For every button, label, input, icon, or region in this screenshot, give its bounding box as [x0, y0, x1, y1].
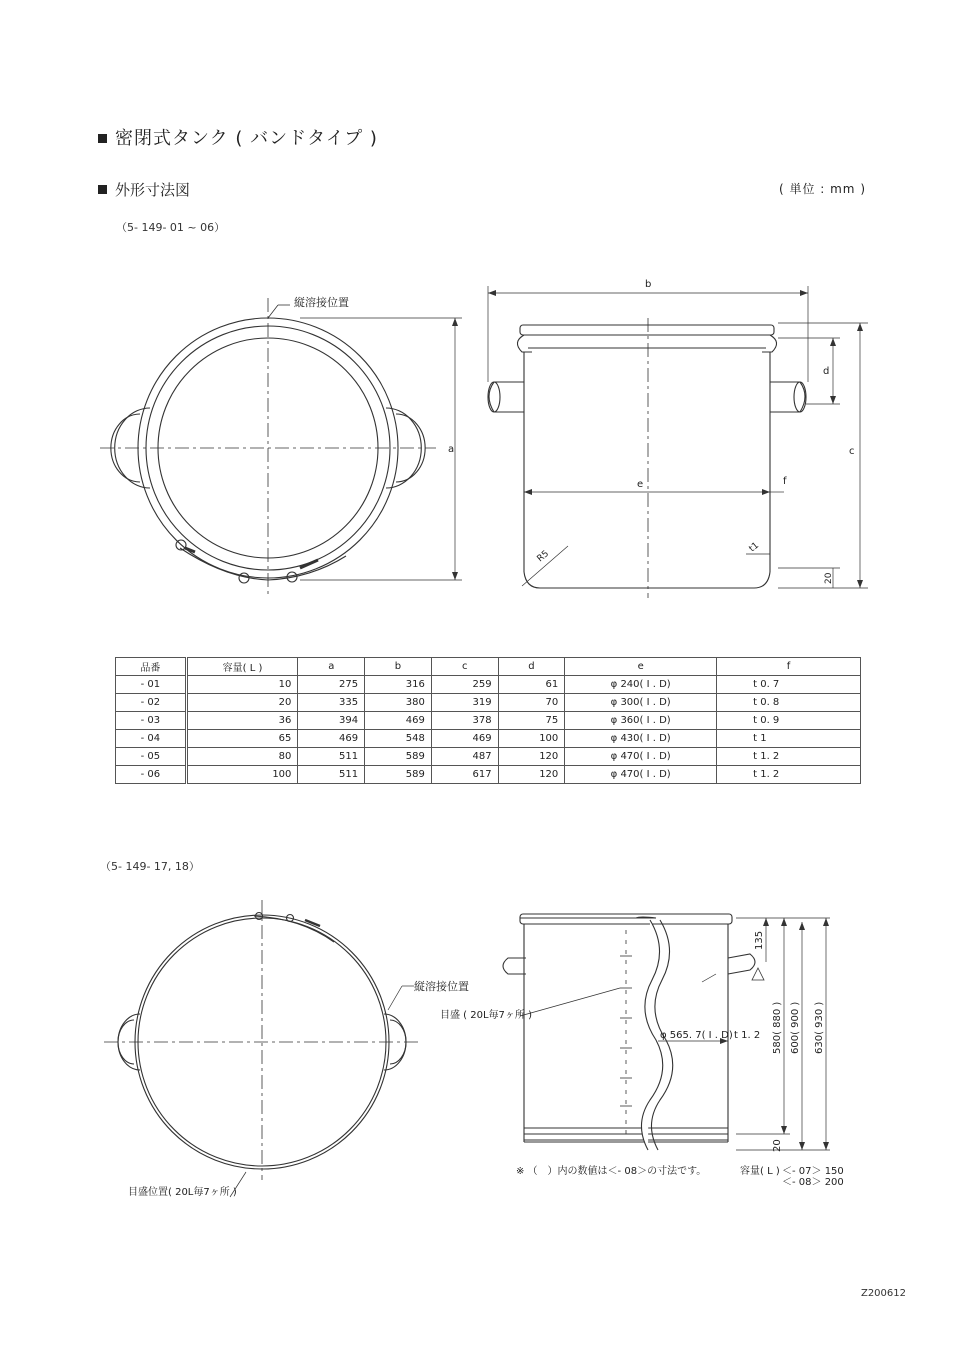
cell-capacity: 20 — [186, 694, 298, 712]
dim-630-label: 630( 930 ) — [814, 1001, 825, 1054]
header-b: b — [365, 658, 432, 676]
model-range-1: （5- 149- 01 ~ 06） — [116, 221, 226, 234]
cell-f: t 0. 7 — [717, 676, 861, 694]
dim-135-label: 135 — [754, 930, 765, 950]
cell-b: 589 — [365, 748, 432, 766]
dim-580-label: 580( 880 ) — [772, 1001, 783, 1054]
table-row — [116, 730, 861, 748]
cell-d: 100 — [498, 730, 565, 748]
drawing-set-1 — [0, 240, 960, 640]
cell-part-no: - 01 — [116, 676, 187, 694]
cell-b: 589 — [365, 766, 432, 784]
subtitle-text: 外形寸法図 — [115, 181, 191, 199]
drawing-set-2 — [0, 890, 960, 1220]
header-f: f — [717, 658, 861, 676]
cell-a: 511 — [298, 766, 365, 784]
section-subtitle — [98, 179, 190, 200]
cell-capacity: 65 — [186, 730, 298, 748]
document-code: Z200612 — [860, 1288, 906, 1299]
cell-a: 469 — [298, 730, 365, 748]
cell-capacity: 36 — [186, 712, 298, 730]
cell-capacity: 100 — [186, 766, 298, 784]
header-part-no: 品番 — [116, 658, 187, 676]
cell-capacity: 80 — [186, 748, 298, 766]
cell-a: 394 — [298, 712, 365, 730]
header-capacity: 容量( L ) — [186, 658, 298, 676]
cell-c: 487 — [431, 748, 498, 766]
thickness-label-2: t 1. 2 — [734, 1030, 761, 1041]
cell-d: 120 — [498, 748, 565, 766]
cell-f: t 1. 2 — [717, 748, 861, 766]
cell-part-no: - 06 — [116, 766, 187, 784]
cell-e: φ 470( I . D) — [565, 748, 717, 766]
table-row — [116, 712, 861, 730]
table-header-row — [116, 658, 861, 676]
dim-600-label: 600( 900 ) — [790, 1001, 801, 1054]
table-row — [116, 766, 861, 784]
square-bullet-icon — [98, 134, 107, 143]
thickness-label: t1 — [747, 540, 762, 555]
cell-b: 316 — [365, 676, 432, 694]
cell-f: t 1 — [717, 730, 861, 748]
cell-b: 469 — [365, 712, 432, 730]
cell-d: 61 — [498, 676, 565, 694]
cell-f: t 0. 8 — [717, 694, 861, 712]
cell-b: 380 — [365, 694, 432, 712]
cell-part-no: - 03 — [116, 712, 187, 730]
cell-d: 70 — [498, 694, 565, 712]
cell-part-no: - 05 — [116, 748, 187, 766]
weld-position-label-2: 縦溶接位置 — [414, 980, 469, 993]
scale-side-label: 目盛 ( 20L毎7ヶ所 ) — [440, 1010, 532, 1021]
cell-capacity: 10 — [186, 676, 298, 694]
dim-b-label: b — [645, 279, 652, 290]
square-bullet-icon — [98, 185, 107, 194]
header-a: a — [298, 658, 365, 676]
header-d: d — [498, 658, 565, 676]
dim-20-label-2: 20 — [772, 1139, 783, 1152]
dim-20-label: 20 — [824, 572, 834, 584]
dim-c-label: c — [849, 446, 855, 457]
cell-a: 275 — [298, 676, 365, 694]
cell-part-no: - 04 — [116, 730, 187, 748]
cell-e: φ 360( I . D) — [565, 712, 717, 730]
cell-e: φ 430( I . D) — [565, 730, 717, 748]
footnote: ※ （ ）内の数値は＜- 08＞の寸法です。 — [516, 1166, 707, 1177]
cell-e: φ 240( I . D) — [565, 676, 717, 694]
cell-d: 120 — [498, 766, 565, 784]
cell-part-no: - 02 — [116, 694, 187, 712]
cell-f: t 1. 2 — [717, 766, 861, 784]
title-text: 密閉式タンク ( バンドタイプ ) — [115, 128, 378, 149]
unit-label: ( 単位 : mm ) — [778, 182, 866, 196]
cell-d: 75 — [498, 712, 565, 730]
table-row — [116, 676, 861, 694]
document-title — [98, 124, 378, 150]
cell-a: 335 — [298, 694, 365, 712]
cell-f: t 0. 9 — [717, 712, 861, 730]
cell-c: 378 — [431, 712, 498, 730]
weld-position-label: 縦溶接位置 — [294, 296, 349, 309]
cell-c: 469 — [431, 730, 498, 748]
capacity-label: 容量( L ) — [740, 1166, 780, 1177]
radius-label: R5 — [535, 548, 552, 565]
dim-a-label: a — [448, 444, 455, 455]
dim-f-label: f — [783, 476, 787, 487]
capacity-07: ＜- 07＞ 150 — [782, 1166, 844, 1177]
table-row — [116, 694, 861, 712]
table-row — [116, 748, 861, 766]
capacity-08: ＜- 08＞ 200 — [782, 1177, 844, 1188]
spec-table — [115, 657, 861, 784]
cell-a: 511 — [298, 748, 365, 766]
cell-e: φ 470( I . D) — [565, 766, 717, 784]
header-e: e — [565, 658, 717, 676]
cell-c: 319 — [431, 694, 498, 712]
model-range-2: （5- 149- 17, 18） — [100, 860, 200, 873]
diameter-label: φ 565. 7( I . D) — [660, 1030, 733, 1041]
cell-c: 617 — [431, 766, 498, 784]
dim-e-label: e — [637, 479, 644, 490]
cell-e: φ 300( I . D) — [565, 694, 717, 712]
dim-d-label: d — [823, 366, 830, 377]
scale-position-label: 目盛位置( 20L毎7ヶ所 ) — [128, 1187, 237, 1198]
cell-c: 259 — [431, 676, 498, 694]
cell-b: 548 — [365, 730, 432, 748]
header-c: c — [431, 658, 498, 676]
